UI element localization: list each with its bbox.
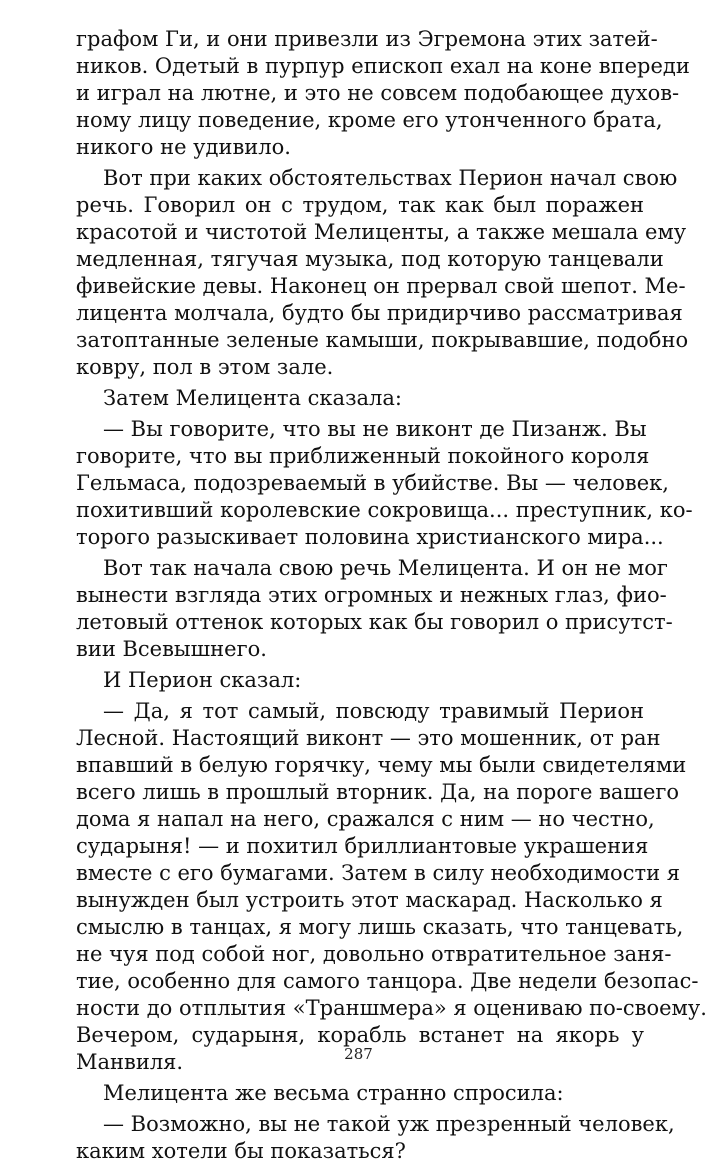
text-line: Манвиля. (76, 1050, 184, 1074)
text-line: затоптанные зеленые камыши, покрывавшие, подобно (76, 328, 689, 352)
text-line: сударыня! — и похитил бриллиантовые украшения (76, 834, 649, 858)
text-line: ности до отплытия «Траншмера» я оцениваю по-своему. (76, 996, 707, 1020)
page-number: 287 (344, 1045, 373, 1063)
text-line: фивейские девы. Наконец он прервал свой шепот. Ме- (76, 274, 686, 298)
paragraph (76, 555, 673, 663)
text-line: никого не удивило. (76, 135, 291, 159)
text-line: и играл на лютне, и это не совсем подобающее духов- (76, 81, 680, 105)
paragraph (76, 698, 707, 1076)
paragraph (76, 165, 689, 381)
text-line: вместе с его бумагами. Затем в силу необходимости я (76, 861, 680, 885)
text-line: летовый оттенок которых как бы говорил о присутст- (76, 610, 673, 634)
paragraph (76, 1111, 675, 1165)
text-line: дома я напал на него, сражался с ним — но честно, (76, 807, 655, 831)
text-line: вии Всевышнего. (76, 637, 267, 661)
text-line: Вечером, сударыня, корабль встанет на якорь у (76, 1023, 644, 1047)
text-line: вынести взгляда этих огромных и нежных глаз, фио- (76, 583, 667, 607)
text-line: Вот при каких обстоятельствах Перион начал свою (103, 166, 678, 190)
text-line: тие, особенно для самого танцора. Две недели безопас- (76, 969, 699, 993)
paragraph (76, 416, 693, 551)
text-line: — Да, я тот самый, повсюду травимый Перион (103, 699, 644, 723)
text-line: — Возможно, вы не такой уж презренный человек, (103, 1112, 675, 1136)
paragraph (76, 26, 690, 161)
text-line: не чуя под собой ног, довольно отвратительное заня- (76, 942, 672, 966)
text-line: ному лицу поведение, кроме его утонченного брата, (76, 108, 663, 132)
text-line: вынужден был устроить этот маскарад. Насколько я (76, 888, 663, 912)
text-line: речь. Говорил он с трудом, так как был поражен (76, 193, 644, 217)
text-line: впавший в белую горячку, чему мы были свидетелями (76, 753, 687, 777)
text-line: каким хотели бы показаться? (76, 1139, 406, 1163)
text-line: Затем Мелицента сказала: (103, 386, 402, 410)
text-line: говорите, что вы приближенный покойного короля (76, 444, 650, 468)
text-line: всего лишь в прошлый вторник. Да, на пороге вашего (76, 780, 680, 804)
text-line: похитивший королевские сокровища... преступник, ко- (76, 498, 693, 522)
paragraph (76, 1080, 644, 1107)
text-line: ников. Одетый в пурпур епископ ехал на коне впереди (76, 54, 690, 78)
text-line: торого разыскивает половина христианского мира... (76, 525, 664, 549)
paragraph (76, 385, 644, 412)
paragraph (76, 667, 644, 694)
text-line: медленная, тягучая музыка, под которую танцевали (76, 247, 664, 271)
text-line: лицента молчала, будто бы придирчиво рассматривая (76, 301, 683, 325)
text-line: ковру, пол в этом зале. (76, 355, 334, 379)
text-line: смыслю в танцах, я могу лишь сказать, что танцевать, (76, 915, 684, 939)
text-line: И Перион сказал: (103, 668, 302, 692)
page-body (76, 26, 707, 1169)
text-line: графом Ги, и они привезли из Эгремона этих затей- (76, 27, 658, 51)
text-line: Вот так начала свою речь Мелицента. И он не мог (103, 556, 668, 580)
text-line: Гельмаса, подозреваемый в убийстве. Вы — человек, (76, 471, 669, 495)
text-line: красотой и чистотой Мелиценты, а также мешала ему (76, 220, 687, 244)
text-line: — Вы говорите, что вы не виконт де Пизанж. Вы (103, 417, 647, 441)
text-line: Мелицента же весьма странно спросила: (103, 1081, 564, 1105)
text-line: Лесной. Настоящий виконт — это мошенник, от ран (76, 726, 661, 750)
